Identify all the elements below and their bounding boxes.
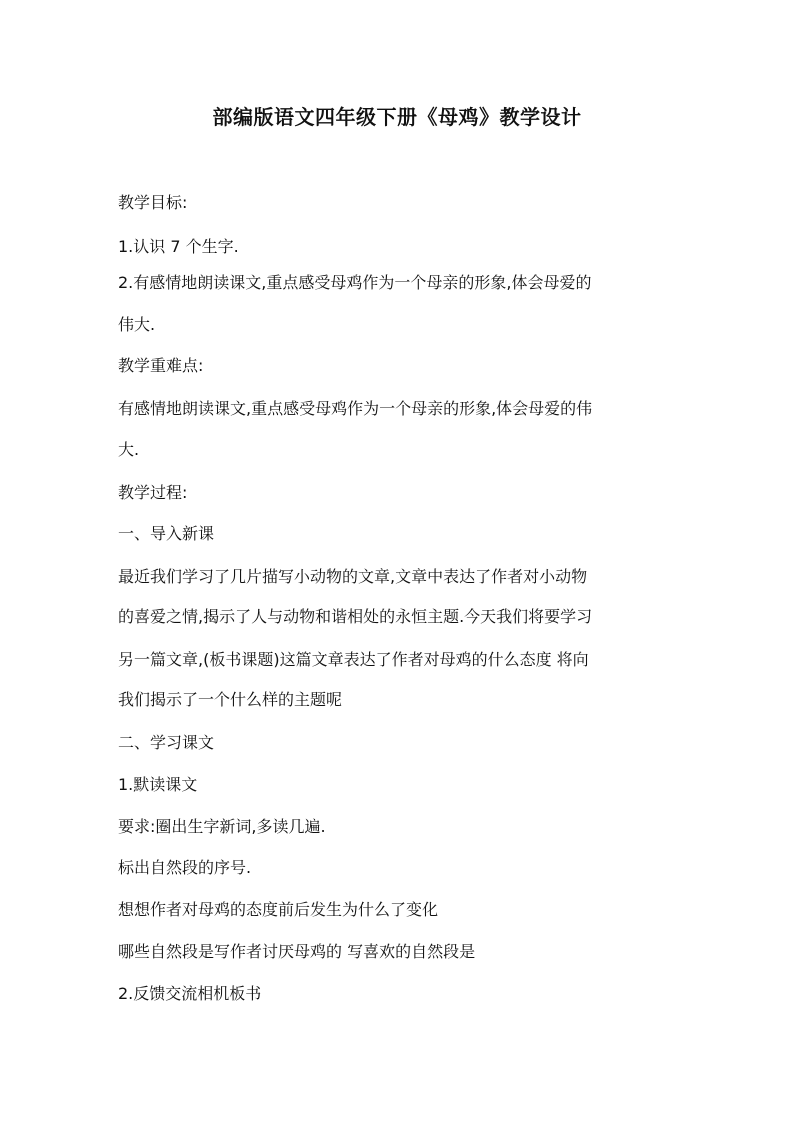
- requirement-line: 要求:圈出生字新词,多读几遍.: [118, 817, 326, 836]
- requirement-line: 想想作者对母鸡的态度前后发生为什么了变化: [118, 900, 439, 919]
- heading-teaching-goals: 教学目标:: [118, 193, 188, 212]
- goal-item-1: 1.认识 7 个生字.: [118, 237, 239, 256]
- paragraph-line: 另一篇文章,(板书课题)这篇文章表达了作者对母鸡的什么态度 将向: [118, 650, 589, 669]
- heading-teaching-process: 教学过程:: [118, 483, 188, 502]
- requirement-line: 标出自然段的序号.: [118, 858, 252, 877]
- section-heading-study-text: 二、学习课文: [118, 733, 215, 752]
- paragraph-line: 我们揭示了一个什么样的主题呢: [118, 690, 343, 709]
- step-heading-silent-reading: 1.默读课文: [118, 775, 198, 794]
- goal-item-2-continued: 伟大.: [118, 315, 156, 334]
- heading-key-difficulties: 教学重难点:: [118, 356, 204, 375]
- paragraph-line: 最近我们学习了几片描写小动物的文章,文章中表达了作者对小动物: [118, 567, 588, 586]
- paragraph-line: 的喜爱之情,揭示了人与动物和谐相处的永恒主题.今天我们将要学习: [118, 607, 593, 626]
- goal-item-2: 2.有感情地朗读课文,重点感受母鸡作为一个母亲的形象,体会母爱的: [118, 273, 592, 292]
- key-difficulty-text-continued: 大.: [118, 440, 140, 459]
- document-title: 部编版语文四年级下册《母鸡》教学设计: [212, 105, 582, 129]
- requirement-line: 哪些自然段是写作者讨厌母鸡的 写喜欢的自然段是: [118, 942, 476, 961]
- section-heading-introduction: 一、导入新课: [118, 524, 215, 543]
- key-difficulty-text: 有感情地朗读课文,重点感受母鸡作为一个母亲的形象,体会母爱的伟: [118, 399, 593, 418]
- step-heading-feedback: 2.反馈交流相机板书: [118, 984, 262, 1003]
